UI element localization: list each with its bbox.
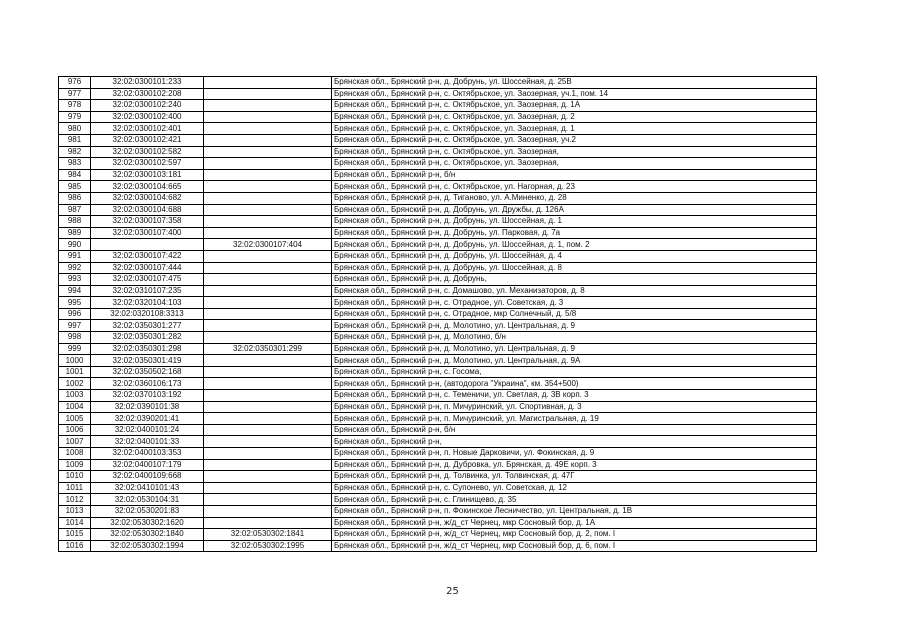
table-row (59, 100, 817, 112)
cadastral-number-cell: 32:02:0300102:421 (91, 134, 204, 146)
cadastral-number-cell: 32:02:0350502:168 (91, 366, 204, 378)
cadastral-number-cell: 32:02:0530302:1840 (91, 529, 204, 541)
table-row (59, 413, 817, 425)
table-row (59, 459, 817, 471)
cadastral-number-cell: 32:02:0400101:24 (91, 424, 204, 436)
table-row (59, 297, 817, 309)
related-cadastral-number-cell (204, 134, 332, 146)
table-row (59, 308, 817, 320)
address-cell: Брянская обл., Брянский р-н, д. Добрунь, ул. Шоссейная, д. 8 (332, 262, 817, 274)
cadastral-number-cell: 32:02:0400109:668 (91, 471, 204, 483)
table-row (59, 424, 817, 436)
cadastral-number-cell: 32:02:0300102:208 (91, 88, 204, 100)
address-cell: Брянская обл., Брянский р-н, (332, 436, 817, 448)
table-row (59, 123, 817, 135)
row-number-cell: 1009 (59, 459, 91, 471)
related-cadastral-number-cell (204, 285, 332, 297)
table-row (59, 471, 817, 483)
table-row (59, 204, 817, 216)
address-cell: Брянская обл., Брянский р-н, с. Октябрьское, ул. Заозерная, уч.2 (332, 134, 817, 146)
address-cell: Брянская обл., Брянский р-н, д. Добрунь, ул. Шоссейная, д. 1 (332, 216, 817, 228)
table-row (59, 343, 817, 355)
table-row (59, 88, 817, 100)
related-cadastral-number-cell: 32:02:0530302:1841 (204, 529, 332, 541)
address-cell: Брянская обл., Брянский р-н, д. Молотино, б/н (332, 332, 817, 344)
table-row (59, 378, 817, 390)
cadastral-number-cell: 32:02:0300102:597 (91, 158, 204, 170)
cadastral-number-cell: 32:02:0300102:401 (91, 123, 204, 135)
cadastral-number-cell: 32:02:0300102:400 (91, 111, 204, 123)
table-row (59, 250, 817, 262)
address-cell: Брянская обл., Брянский р-н, д. Добрунь, ул. Шоссейная, д. 4 (332, 250, 817, 262)
address-cell: Брянская обл., Брянский р-н, д. Тиганово, ул. А.Миненко, д. 28 (332, 192, 817, 204)
cadastral-number-cell: 32:02:0300107:358 (91, 216, 204, 228)
cadastral-number-cell: 32:02:0300102:582 (91, 146, 204, 158)
row-number-cell: 1006 (59, 424, 91, 436)
cadastral-number-cell: 32:02:0410101:43 (91, 482, 204, 494)
row-number-cell: 979 (59, 111, 91, 123)
row-number-cell: 990 (59, 239, 91, 251)
related-cadastral-number-cell (204, 413, 332, 425)
table-row (59, 192, 817, 204)
page-number: 25 (446, 586, 459, 597)
address-cell: Брянская обл., Брянский р-н, д. Толвинка, ул. Толвинская, д. 47Г (332, 471, 817, 483)
table-row (59, 285, 817, 297)
related-cadastral-number-cell (204, 192, 332, 204)
table-row (59, 355, 817, 367)
address-cell: Брянская обл., Брянский р-н, д. Молотино, ул. Центральная, д. 9А (332, 355, 817, 367)
row-number-cell: 984 (59, 169, 91, 181)
row-number-cell: 1002 (59, 378, 91, 390)
address-cell: Брянская обл., Брянский р-н, с. Октябрьское, ул. Заозерная, д. 1А (332, 100, 817, 112)
address-cell: Брянская обл., Брянский р-н, д. Молотино, ул. Центральная, д. 9 (332, 320, 817, 332)
related-cadastral-number-cell (204, 216, 332, 228)
cadastral-number-cell: 32:02:0300104:682 (91, 192, 204, 204)
address-cell: Брянская обл., Брянский р-н, с. Супонево, ул. Советская, д. 12 (332, 482, 817, 494)
address-cell: Брянская обл., Брянский р-н, ж/д_ст Чернец, мкр Сосновый бор, д. 6, пом. I (332, 540, 817, 552)
row-number-cell: 976 (59, 77, 91, 89)
table-row (59, 366, 817, 378)
row-number-cell: 996 (59, 308, 91, 320)
related-cadastral-number-cell (204, 424, 332, 436)
row-number-cell: 999 (59, 343, 91, 355)
table-row (59, 216, 817, 228)
row-number-cell: 1000 (59, 355, 91, 367)
related-cadastral-number-cell (204, 274, 332, 286)
address-cell: Брянская обл., Брянский р-н, б/н (332, 424, 817, 436)
cadastral-number-cell: 32:02:0390101:38 (91, 401, 204, 413)
related-cadastral-number-cell (204, 100, 332, 112)
row-number-cell: 1004 (59, 401, 91, 413)
related-cadastral-number-cell: 32:02:0300107:404 (204, 239, 332, 251)
related-cadastral-number-cell (204, 204, 332, 216)
table-row (59, 517, 817, 529)
address-cell: Брянская обл., Брянский р-н, п. Новые Дарковичи, ул. Фокинская, д. 9 (332, 448, 817, 460)
address-cell: Брянская обл., Брянский р-н, д. Добрунь, ул. Шоссейная, д. 1, пом. 2 (332, 239, 817, 251)
row-number-cell: 978 (59, 100, 91, 112)
cadastral-number-cell: 32:02:0530201:83 (91, 505, 204, 517)
cadastral-number-cell: 32:02:0400103:353 (91, 448, 204, 460)
address-cell: Брянская обл., Брянский р-н, с. Глинищево, д. 35 (332, 494, 817, 506)
address-cell: Брянская обл., Брянский р-н, с. Госома, (332, 366, 817, 378)
table-row (59, 158, 817, 170)
row-number-cell: 1005 (59, 413, 91, 425)
table-row (59, 436, 817, 448)
row-number-cell: 1001 (59, 366, 91, 378)
cadastral-number-cell: 32:02:0300104:688 (91, 204, 204, 216)
row-number-cell: 981 (59, 134, 91, 146)
related-cadastral-number-cell (204, 111, 332, 123)
table-row (59, 494, 817, 506)
address-cell: Брянская обл., Брянский р-н, с. Домашово, ул. Механизаторов, д. 8 (332, 285, 817, 297)
table-row (59, 111, 817, 123)
cadastral-number-cell: 32:02:0370103:192 (91, 390, 204, 402)
related-cadastral-number-cell (204, 181, 332, 193)
related-cadastral-number-cell (204, 308, 332, 320)
related-cadastral-number-cell (204, 250, 332, 262)
cadastral-number-cell: 32:02:0350301:277 (91, 320, 204, 332)
table-row (59, 320, 817, 332)
related-cadastral-number-cell (204, 471, 332, 483)
related-cadastral-number-cell (204, 88, 332, 100)
row-number-cell: 988 (59, 216, 91, 228)
row-number-cell: 1003 (59, 390, 91, 402)
cadastral-number-cell: 32:02:0400107:179 (91, 459, 204, 471)
address-cell: Брянская обл., Брянский р-н, с. Октябрьское, ул. Заозерная, д. 2 (332, 111, 817, 123)
related-cadastral-number-cell: 32:02:0350301:299 (204, 343, 332, 355)
table-row (59, 390, 817, 402)
table-row (59, 227, 817, 239)
row-number-cell: 992 (59, 262, 91, 274)
row-number-cell: 997 (59, 320, 91, 332)
row-number-cell: 993 (59, 274, 91, 286)
cadastral-number-cell: 32:02:0300102:240 (91, 100, 204, 112)
cadastral-number-cell: 32:02:0300107:475 (91, 274, 204, 286)
address-cell: Брянская обл., Брянский р-н, с. Октябрьское, ул. Заозерная, уч.1, пом. 14 (332, 88, 817, 100)
related-cadastral-number-cell (204, 123, 332, 135)
table-row (59, 274, 817, 286)
row-number-cell: 1007 (59, 436, 91, 448)
address-cell: Брянская обл., Брянский р-н, п. Мичуринский, ул. Спортивная, д. 3 (332, 401, 817, 413)
related-cadastral-number-cell (204, 158, 332, 170)
related-cadastral-number-cell (204, 297, 332, 309)
address-cell: Брянская обл., Брянский р-н, с. Октябрьское, ул. Заозерная, (332, 158, 817, 170)
related-cadastral-number-cell (204, 77, 332, 89)
address-cell: Брянская обл., Брянский р-н, д. Молотино, ул. Центральная, д. 9 (332, 343, 817, 355)
address-cell: Брянская обл., Брянский р-н, с. Отрадное, ул. Советская, д. 3 (332, 297, 817, 309)
table-row (59, 540, 817, 552)
row-number-cell: 989 (59, 227, 91, 239)
cadastral-number-cell (91, 239, 204, 251)
cadastral-number-cell: 32:02:0320108:3313 (91, 308, 204, 320)
cadastral-number-cell: 32:02:0350301:282 (91, 332, 204, 344)
cadastral-number-cell: 32:02:0360106:173 (91, 378, 204, 390)
address-cell: Брянская обл., Брянский р-н, п. Фокинское Лесничество, ул. Центральная, д. 1В (332, 505, 817, 517)
related-cadastral-number-cell (204, 320, 332, 332)
cadastral-number-cell: 32:02:0530302:1994 (91, 540, 204, 552)
related-cadastral-number-cell (204, 494, 332, 506)
cadastral-number-cell: 32:02:0300104:665 (91, 181, 204, 193)
related-cadastral-number-cell (204, 366, 332, 378)
table-row (59, 146, 817, 158)
related-cadastral-number-cell (204, 355, 332, 367)
address-cell: Брянская обл., Брянский р-н, д. Дубровка, ул. Брянская, д. 49Е корп. 3 (332, 459, 817, 471)
related-cadastral-number-cell (204, 482, 332, 494)
address-cell: Брянская обл., Брянский р-н, д. Добрунь, (332, 274, 817, 286)
related-cadastral-number-cell (204, 262, 332, 274)
cadastral-number-cell: 32:02:0300103:181 (91, 169, 204, 181)
address-cell: Брянская обл., Брянский р-н, п. Мичуринский, ул. Магистральная, д. 19 (332, 413, 817, 425)
related-cadastral-number-cell (204, 459, 332, 471)
address-cell: Брянская обл., Брянский р-н, д. Добрунь, ул. Шоссейная, д. 25В (332, 77, 817, 89)
related-cadastral-number-cell (204, 169, 332, 181)
row-number-cell: 985 (59, 181, 91, 193)
address-cell: Брянская обл., Брянский р-н, с. Октябрьское, ул. Нагорная, д. 23 (332, 181, 817, 193)
row-number-cell: 1011 (59, 482, 91, 494)
registry-table (58, 76, 817, 552)
cadastral-number-cell: 32:02:0300107:444 (91, 262, 204, 274)
row-number-cell: 995 (59, 297, 91, 309)
row-number-cell: 1012 (59, 494, 91, 506)
address-cell: Брянская обл., Брянский р-н, с. Теменичи, ул. Светлая, д. 3В корп. 3 (332, 390, 817, 402)
row-number-cell: 998 (59, 332, 91, 344)
registry-table-body (59, 77, 817, 552)
row-number-cell: 986 (59, 192, 91, 204)
address-cell: Брянская обл., Брянский р-н, д. Добрунь, ул. Дружбы, д. 126А (332, 204, 817, 216)
related-cadastral-number-cell (204, 378, 332, 390)
related-cadastral-number-cell: 32:02:0530302:1995 (204, 540, 332, 552)
address-cell: Брянская обл., Брянский р-н, (автодорога "Украина", км. 354+500) (332, 378, 817, 390)
related-cadastral-number-cell (204, 390, 332, 402)
table-row (59, 134, 817, 146)
row-number-cell: 983 (59, 158, 91, 170)
row-number-cell: 1008 (59, 448, 91, 460)
cadastral-number-cell: 32:02:0300107:422 (91, 250, 204, 262)
cadastral-number-cell: 32:02:0390201:41 (91, 413, 204, 425)
row-number-cell: 1016 (59, 540, 91, 552)
row-number-cell: 982 (59, 146, 91, 158)
table-row (59, 77, 817, 89)
address-cell: Брянская обл., Брянский р-н, с. Октябрьское, ул. Заозерная, (332, 146, 817, 158)
table-row (59, 529, 817, 541)
cadastral-number-cell: 32:02:0310107:235 (91, 285, 204, 297)
address-cell: Брянская обл., Брянский р-н, ж/д_ст Чернец, мкр Сосновый бор, д. 2, пом. I (332, 529, 817, 541)
related-cadastral-number-cell (204, 436, 332, 448)
table-row (59, 482, 817, 494)
row-number-cell: 994 (59, 285, 91, 297)
row-number-cell: 980 (59, 123, 91, 135)
address-cell: Брянская обл., Брянский р-н, ж/д_ст Чернец, мкр Сосновый бор, д. 1А (332, 517, 817, 529)
row-number-cell: 991 (59, 250, 91, 262)
address-cell: Брянская обл., Брянский р-н, с. Октябрьское, ул. Заозерная, д. 1 (332, 123, 817, 135)
row-number-cell: 987 (59, 204, 91, 216)
cadastral-number-cell: 32:02:0530302:1620 (91, 517, 204, 529)
table-row (59, 262, 817, 274)
cadastral-number-cell: 32:02:0350301:419 (91, 355, 204, 367)
related-cadastral-number-cell (204, 505, 332, 517)
related-cadastral-number-cell (204, 332, 332, 344)
address-cell: Брянская обл., Брянский р-н, с. Отрадное, мкр Солнечный, д. 5/8 (332, 308, 817, 320)
row-number-cell: 1014 (59, 517, 91, 529)
table-row (59, 181, 817, 193)
address-cell: Брянская обл., Брянский р-н, б/н (332, 169, 817, 181)
table-row (59, 448, 817, 460)
related-cadastral-number-cell (204, 146, 332, 158)
cadastral-number-cell: 32:02:0400101:33 (91, 436, 204, 448)
table-row (59, 332, 817, 344)
cadastral-number-cell: 32:02:0300107:400 (91, 227, 204, 239)
table-row (59, 505, 817, 517)
related-cadastral-number-cell (204, 227, 332, 239)
table-row (59, 239, 817, 251)
cadastral-number-cell: 32:02:0320104:103 (91, 297, 204, 309)
related-cadastral-number-cell (204, 401, 332, 413)
row-number-cell: 1013 (59, 505, 91, 517)
related-cadastral-number-cell (204, 517, 332, 529)
cadastral-number-cell: 32:02:0530104:31 (91, 494, 204, 506)
table-row (59, 169, 817, 181)
cadastral-number-cell: 32:02:0300101:233 (91, 77, 204, 89)
related-cadastral-number-cell (204, 448, 332, 460)
row-number-cell: 1015 (59, 529, 91, 541)
row-number-cell: 1010 (59, 471, 91, 483)
table-row (59, 401, 817, 413)
address-cell: Брянская обл., Брянский р-н, д. Добрунь, ул. Парковая, д. 7а (332, 227, 817, 239)
row-number-cell: 977 (59, 88, 91, 100)
cadastral-number-cell: 32:02:0350301:298 (91, 343, 204, 355)
